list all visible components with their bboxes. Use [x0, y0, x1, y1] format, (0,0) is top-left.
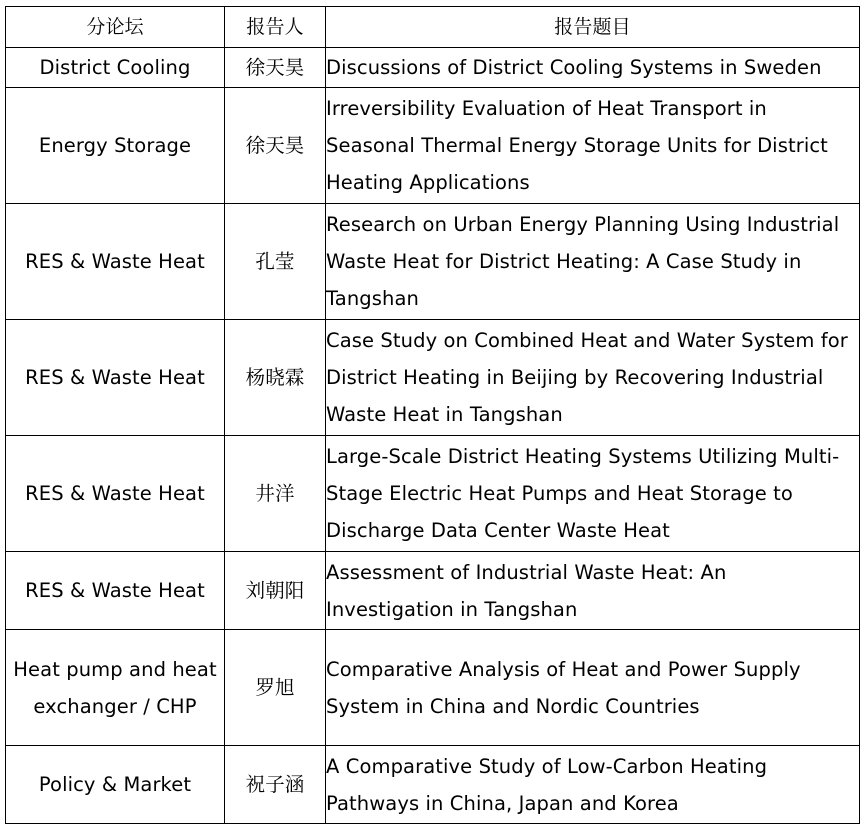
- program-table: [5, 6, 860, 824]
- speaker-cell: 孔莹: [225, 204, 326, 320]
- speaker-cell: 徐天昊: [225, 88, 326, 204]
- forum-cell: Energy Storage: [6, 88, 225, 204]
- forum-cell: Policy & Market: [6, 746, 225, 824]
- header-forum: 分论坛: [6, 7, 225, 48]
- table-row: [6, 552, 860, 630]
- speaker-cell: 杨晓霖: [225, 320, 326, 436]
- table-row: [6, 436, 860, 552]
- table-row: [6, 48, 860, 88]
- table-row: [6, 320, 860, 436]
- forum-cell: District Cooling: [6, 48, 225, 88]
- forum-cell: RES & Waste Heat: [6, 204, 225, 320]
- speaker-cell: 祝子涵: [225, 746, 326, 824]
- title-cell: Case Study on Combined Heat and Water System for District Heating in Beijing by Recovering Industrial Waste Heat in Tangshan: [326, 320, 860, 436]
- speaker-cell: 徐天昊: [225, 48, 326, 88]
- title-cell: Comparative Analysis of Heat and Power Supply System in China and Nordic Countries: [326, 630, 860, 746]
- header-row: [6, 7, 860, 48]
- forum-cell: RES & Waste Heat: [6, 320, 225, 436]
- speaker-cell: 刘朝阳: [225, 552, 326, 630]
- forum-cell: Heat pump and heat exchanger / CHP: [6, 630, 225, 746]
- speaker-cell: 罗旭: [225, 630, 326, 746]
- table-row: [6, 88, 860, 204]
- header-title: 报告题目: [326, 7, 860, 48]
- header-speaker: 报告人: [225, 7, 326, 48]
- forum-cell: RES & Waste Heat: [6, 552, 225, 630]
- table-row: [6, 630, 860, 746]
- title-cell: Assessment of Industrial Waste Heat: An Investigation in Tangshan: [326, 552, 860, 630]
- title-cell: Large-Scale District Heating Systems Utilizing Multi-Stage Electric Heat Pumps and Heat Storage to Discharge Data Center Waste Heat: [326, 436, 860, 552]
- title-cell: Irreversibility Evaluation of Heat Transport in Seasonal Thermal Energy Storage Units for District Heating Applications: [326, 88, 860, 204]
- table-row: [6, 746, 860, 824]
- title-cell: Discussions of District Cooling Systems in Sweden: [326, 48, 860, 88]
- table-row: [6, 204, 860, 320]
- speaker-cell: 井洋: [225, 436, 326, 552]
- title-cell: Research on Urban Energy Planning Using Industrial Waste Heat for District Heating: A Case Study in Tangshan: [326, 204, 860, 320]
- title-cell: A Comparative Study of Low-Carbon Heating Pathways in China, Japan and Korea: [326, 746, 860, 824]
- forum-cell: RES & Waste Heat: [6, 436, 225, 552]
